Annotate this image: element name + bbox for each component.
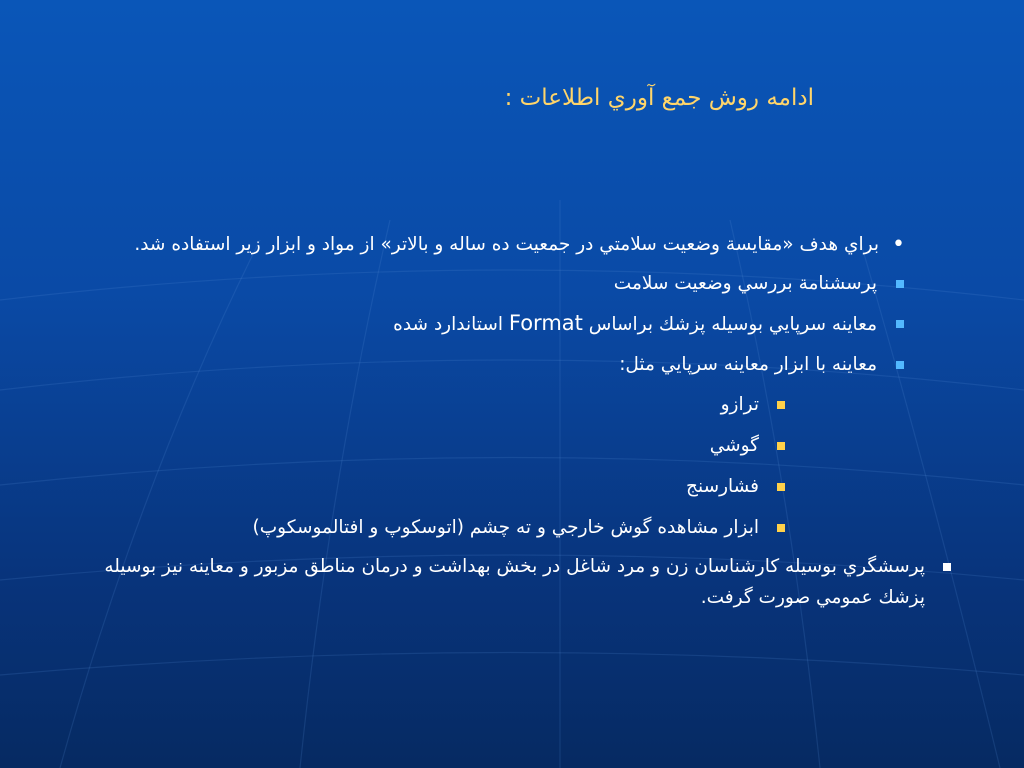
square-bullet-icon [943, 563, 951, 571]
closing-text: پرسشگري بوسيله كارشناسان زن و مرد شاغل در بخش بهداشت و درمان مناطق مزبور و معاينه نيز بوسيله پزشك عمومي صورت گرفت. [104, 556, 925, 608]
slide-content [69, 230, 929, 613]
sub-item-text-before: معاينه سرپايي بوسيله پزشك براساس [588, 314, 877, 335]
intro-text: براي هدف «مقايسة وضعيت سلامتي در جمعيت ده ساله و بالاتر» از مواد و ابزار زير استفاده شد. [134, 234, 879, 255]
slide-title: ادامه روش جمع آوري اطلاعات : [504, 85, 814, 111]
tool-item-sphygmomanometer [69, 471, 929, 502]
sub-item-text: معاينه با ابزار معاينه سرپايي مثل: [619, 354, 877, 375]
square-bullet-icon [896, 280, 904, 288]
tool-text: ترازو [720, 394, 759, 415]
intro-item [69, 230, 929, 260]
sub-item-tools [69, 349, 929, 380]
sub-item-examination [69, 308, 929, 340]
tool-item-otoscope [69, 512, 929, 543]
square-bullet-icon [777, 442, 785, 450]
tool-item-scale [69, 389, 929, 420]
sub-item-questionnaire [69, 268, 929, 299]
tool-item-stethoscope [69, 430, 929, 461]
square-bullet-icon [777, 483, 785, 491]
tool-text: گوشي [709, 435, 759, 456]
sub-item-text [69, 308, 877, 340]
sub-item-text: پرسشنامة بررسي وضعيت سلامت [613, 273, 877, 294]
tool-text: ابزار مشاهده گوش خارجي و ته چشم (اتوسكوپ و افتالموسكوپ) [252, 517, 759, 538]
tool-text: فشارسنج [686, 476, 759, 497]
square-bullet-icon [896, 320, 904, 328]
square-bullet-icon [777, 401, 785, 409]
sub-item-text-after: استاندارد شده [393, 314, 503, 335]
closing-item [69, 551, 975, 613]
format-word: Format [508, 311, 583, 335]
square-bullet-icon [777, 524, 785, 532]
square-bullet-icon [896, 361, 904, 369]
round-bullet-icon: • [892, 232, 905, 257]
